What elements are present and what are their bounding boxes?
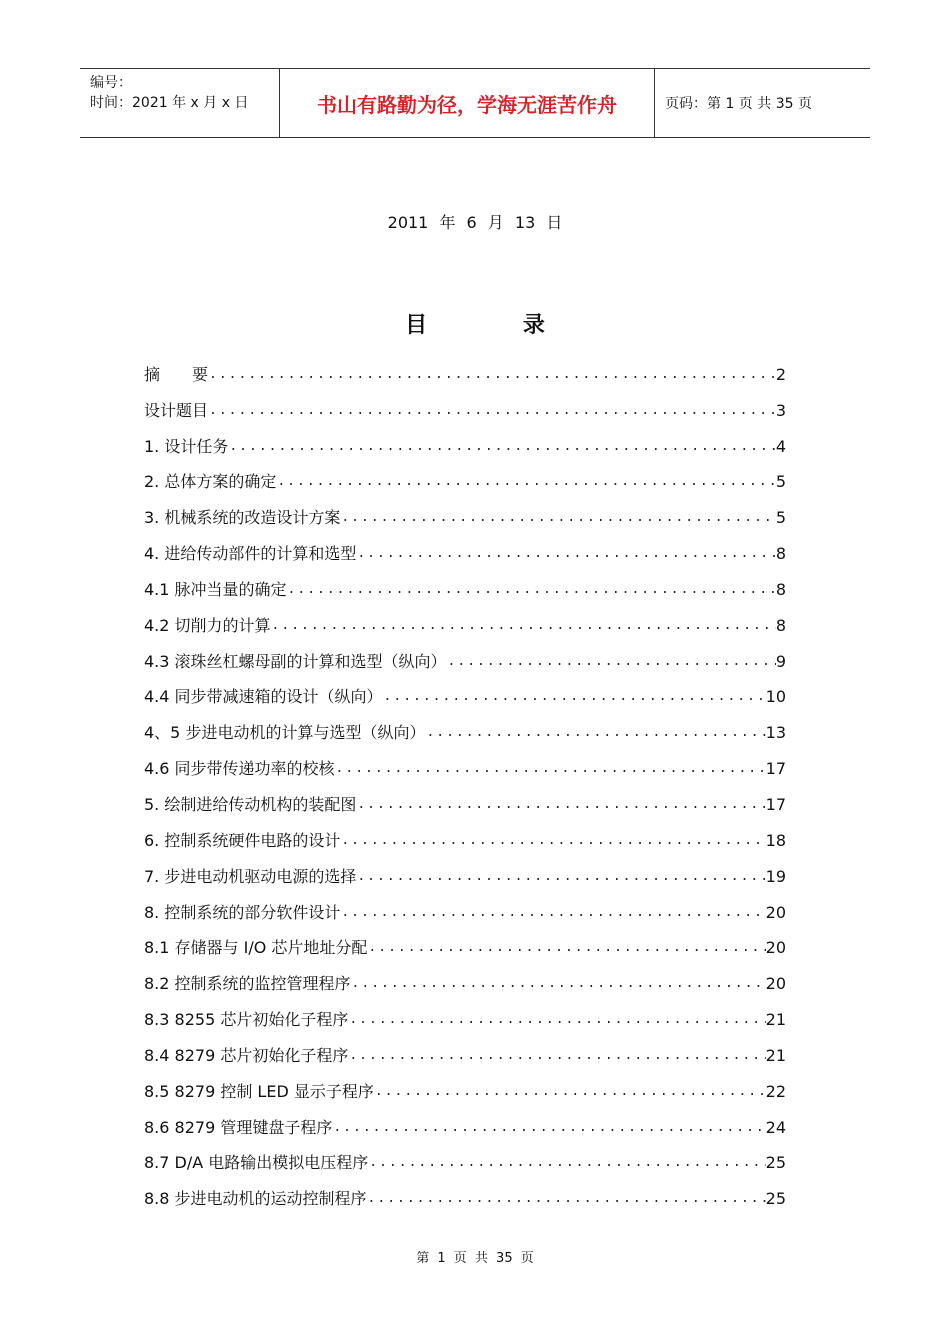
toc-dot-leader: [356, 536, 775, 571]
toc-entry-page: 2: [775, 364, 786, 384]
toc-entry-page: 21: [765, 1045, 786, 1065]
toc-entry[interactable]: [144, 965, 786, 1001]
toc-entry-title: 8.8 步进电动机的运动控制程序: [144, 1189, 367, 1209]
toc-entry-page: 25: [765, 1153, 786, 1173]
toc-dot-leader: [340, 500, 775, 535]
toc-entry-page: 19: [765, 866, 786, 886]
toc-entry-title: 4、5 步进电动机的计算与选型（纵向）: [144, 723, 426, 743]
toc-entry[interactable]: [144, 356, 786, 392]
toc-entry[interactable]: [144, 535, 786, 571]
toc-dot-leader: [348, 1002, 765, 1037]
toc-entry[interactable]: [144, 643, 786, 679]
toc-entry-title: 8.4 8279 芯片初始化子程序: [144, 1045, 349, 1065]
toc-entry-title: 7. 步进电动机驱动电源的选择: [144, 866, 357, 886]
toc-entry-title: 4.1 脉冲当量的确定: [144, 579, 287, 599]
toc-entry[interactable]: [144, 750, 786, 786]
toc-entry[interactable]: [144, 894, 786, 930]
toc-entry-page: 20: [765, 902, 786, 922]
toc-entry-page: 8: [775, 544, 786, 564]
toc-entry[interactable]: [144, 858, 786, 894]
toc-entry-title: 8.3 8255 芯片初始化子程序: [144, 1010, 349, 1030]
toc-entry-title: 5. 绘制进给传动机构的装配图: [144, 794, 357, 814]
toc-entry[interactable]: [144, 392, 786, 428]
toc-entry-page: 21: [765, 1010, 786, 1030]
toc-entry[interactable]: [144, 607, 786, 643]
page-header: [80, 68, 870, 138]
toc-entry-page: 20: [765, 938, 786, 958]
toc-entry-title: 8.7 D/A 电路输出模拟电压程序: [144, 1153, 369, 1173]
toc-entry-page: 22: [765, 1081, 786, 1101]
toc-entry-title: 8.2 控制系统的监控管理程序: [144, 974, 351, 994]
toc-heading: 目 录: [405, 312, 589, 338]
toc-entry-title: 2. 总体方案的确定: [144, 472, 277, 492]
header-motto: 书山有路勤为径，学海无涯苦作舟: [280, 69, 655, 137]
toc-dot-leader: [276, 464, 775, 499]
toc-dot-leader: [348, 1038, 765, 1073]
toc-entry-title: 1. 设计任务: [144, 436, 229, 456]
toc-dot-leader: [447, 644, 776, 679]
toc-entry-page: 17: [765, 794, 786, 814]
toc-entry-title: 4. 进给传动部件的计算和选型: [144, 544, 357, 564]
toc-entry[interactable]: [144, 1180, 786, 1216]
toc-dot-leader: [383, 679, 766, 714]
toc-entry-title: 4.4 同步带减速箱的设计（纵向）: [144, 687, 383, 707]
toc-dot-leader: [340, 823, 765, 858]
toc-entry[interactable]: [144, 428, 786, 464]
toc-entry-title: 6. 控制系统硬件电路的设计: [144, 830, 341, 850]
toc-entry-page: 24: [765, 1117, 786, 1137]
toc-entry-page: 8: [775, 615, 786, 635]
toc-entry-page: 5: [775, 472, 786, 492]
table-of-contents: [144, 356, 786, 1216]
toc-entry-title: 8. 控制系统的部分软件设计: [144, 902, 341, 922]
toc-dot-leader: [287, 572, 776, 607]
toc-entry[interactable]: [144, 679, 786, 715]
toc-entry[interactable]: [144, 1073, 786, 1109]
toc-entry[interactable]: [144, 1145, 786, 1181]
toc-dot-leader: [228, 429, 775, 464]
toc-entry[interactable]: [144, 464, 786, 500]
serial-number-label: 编号：: [90, 75, 132, 91]
toc-entry-page: 5: [775, 508, 786, 528]
toc-entry-page: 9: [775, 651, 786, 671]
page-footer: 第 1 页 共 35 页: [416, 1251, 534, 1266]
toc-dot-leader: [356, 859, 765, 894]
header-info-cell: [80, 69, 280, 137]
toc-entry-page: 8: [775, 579, 786, 599]
toc-dot-leader: [332, 1110, 765, 1145]
toc-entry[interactable]: [144, 714, 786, 750]
toc-entry-page: 25: [765, 1189, 786, 1209]
toc-entry[interactable]: [144, 499, 786, 535]
toc-entry[interactable]: [144, 1109, 786, 1145]
toc-entry-title: 4.3 滚珠丝杠螺母副的计算和选型（纵向）: [144, 651, 447, 671]
toc-dot-leader: [335, 751, 766, 786]
toc-entry-title: 设计题目: [144, 400, 209, 420]
toc-dot-leader: [368, 1145, 765, 1180]
toc-dot-leader: [271, 608, 776, 643]
toc-dot-leader: [208, 357, 776, 392]
toc-entry-title: 8.6 8279 管理键盘子程序: [144, 1117, 333, 1137]
toc-entry-page: 10: [765, 687, 786, 707]
toc-entry-title: 4.6 同步带传递功率的校核: [144, 759, 335, 779]
toc-entry-page: 18: [765, 830, 786, 850]
toc-entry-title: 4.2 切削力的计算: [144, 615, 271, 635]
document-date: 2011 年 6 月 13 日: [387, 213, 563, 232]
toc-dot-leader: [425, 715, 765, 750]
toc-entry-page: 20: [765, 974, 786, 994]
toc-entry-title: 8.1 存储器与 I/O 芯片地址分配: [144, 938, 368, 958]
toc-entry-title: 摘 要: [144, 364, 209, 384]
toc-entry[interactable]: [144, 786, 786, 822]
toc-dot-leader: [208, 393, 776, 428]
toc-entry[interactable]: [144, 1037, 786, 1073]
toc-entry[interactable]: [144, 930, 786, 966]
toc-entry[interactable]: [144, 1001, 786, 1037]
toc-entry-page: 13: [765, 723, 786, 743]
toc-entry[interactable]: [144, 571, 786, 607]
time-label: 时间：2021 年 x 月 x 日: [90, 95, 249, 111]
toc-entry[interactable]: [144, 822, 786, 858]
toc-dot-leader: [367, 1181, 766, 1216]
toc-dot-leader: [340, 895, 765, 930]
toc-dot-leader: [351, 966, 766, 1001]
toc-dot-leader: [367, 930, 765, 965]
toc-entry-title: 8.5 8279 控制 LED 显示子程序: [144, 1081, 374, 1101]
toc-entry-page: 17: [765, 759, 786, 779]
toc-entry-page: 4: [775, 436, 786, 456]
toc-dot-leader: [356, 787, 765, 822]
toc-entry-title: 3. 机械系统的改造设计方案: [144, 508, 341, 528]
toc-dot-leader: [374, 1074, 766, 1109]
header-page-info: 页码：第 1 页 共 35 页: [665, 96, 812, 112]
toc-entry-page: 3: [775, 400, 786, 420]
